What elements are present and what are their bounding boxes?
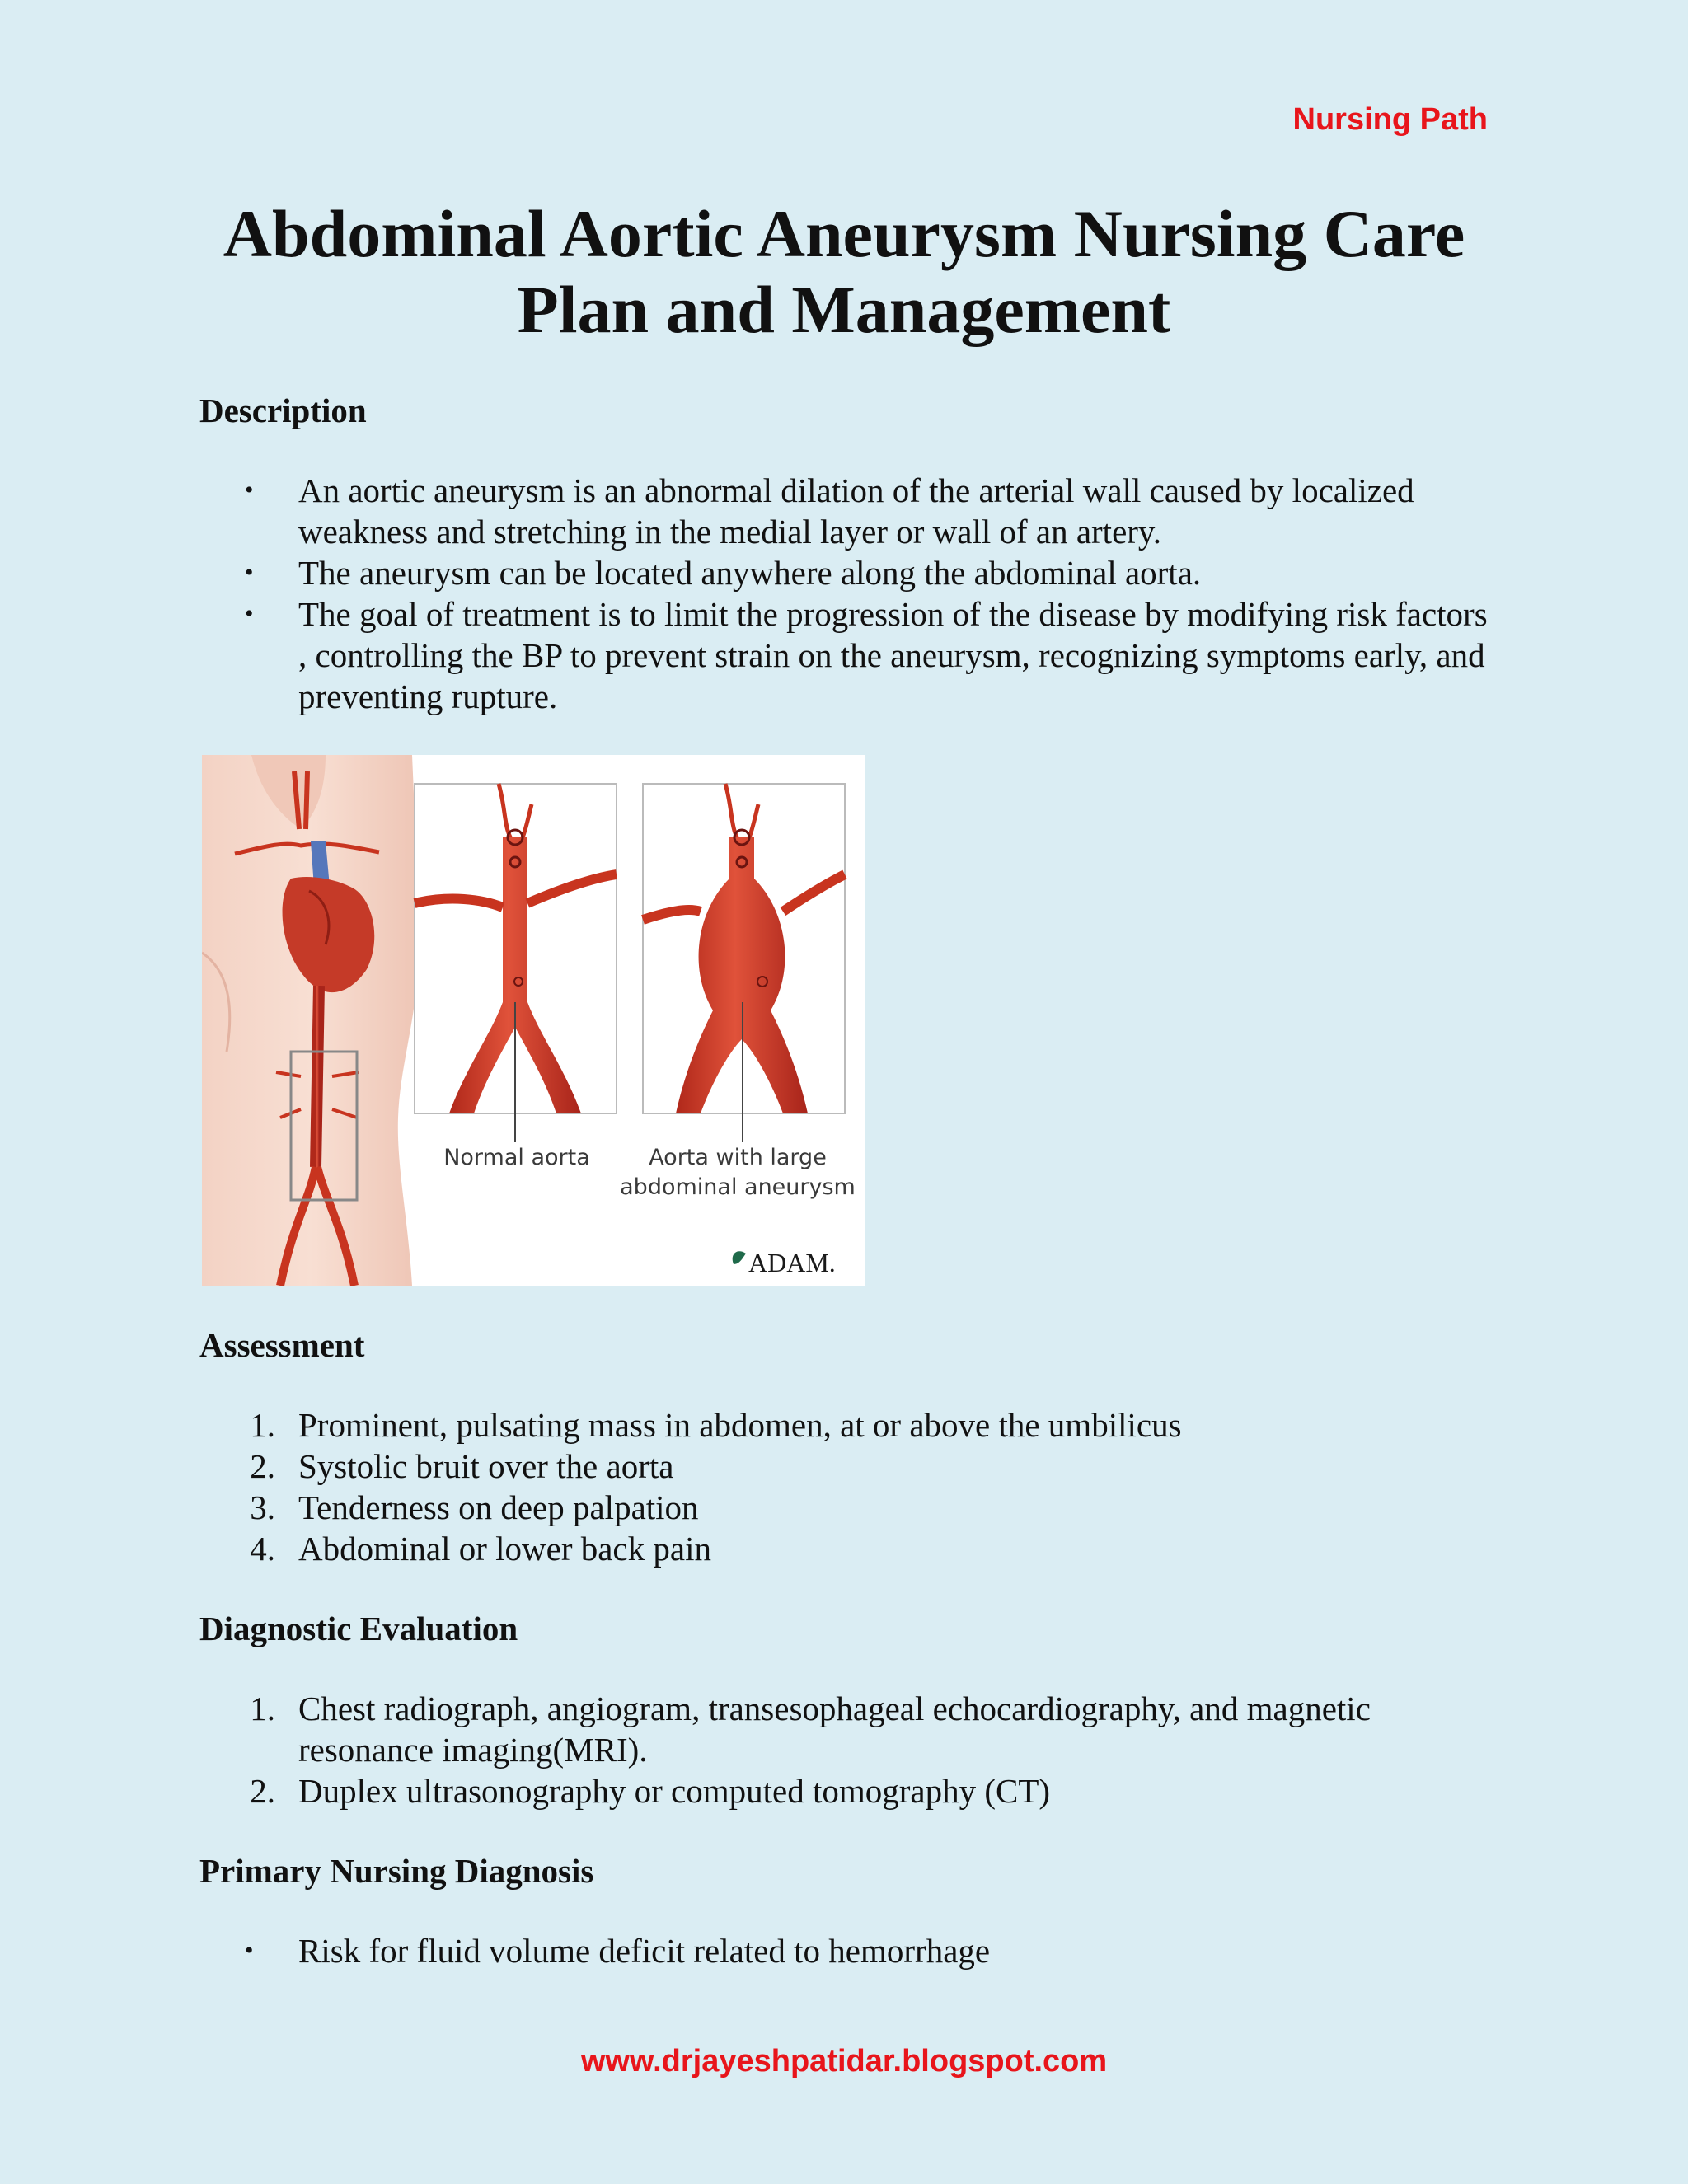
list-item bbox=[199, 470, 1502, 552]
aneurysm-aorta-panel bbox=[643, 784, 845, 1142]
caption-aneurysm-line2: abdominal aneurysm bbox=[620, 1174, 856, 1200]
list-item-text: The goal of treatment is to limit the progression of the disease by modifying risk factors , controlling the BP to prevent strain on the aneurysm, recognizing symptoms early, and preventing rupture. bbox=[298, 595, 1488, 715]
adam-logo-text: ADAM. bbox=[748, 1248, 836, 1277]
adam-logo bbox=[733, 1248, 836, 1277]
number-marker: 1. bbox=[250, 1690, 275, 1727]
bullet-marker: • bbox=[245, 600, 254, 627]
bullet-marker: • bbox=[245, 1937, 254, 1964]
bullet-marker: • bbox=[245, 476, 254, 504]
assessment-list bbox=[199, 1404, 1502, 1569]
description-list bbox=[199, 470, 1502, 717]
nursing-diagnosis-heading: Primary Nursing Diagnosis bbox=[199, 1852, 594, 1890]
list-item-text: Systolic bruit over the aorta bbox=[298, 1447, 674, 1485]
nursing-diagnosis-list bbox=[199, 1930, 1502, 1971]
list-item bbox=[199, 1446, 1502, 1487]
normal-aorta-panel bbox=[415, 784, 617, 1142]
aorta-illustration bbox=[202, 755, 865, 1286]
number-marker: 2. bbox=[250, 1772, 275, 1810]
list-item bbox=[199, 593, 1502, 717]
diagnostic-list bbox=[199, 1688, 1502, 1811]
list-item-text: An aortic aneurysm is an abnormal dilation of the arterial wall caused by localized weakness and stretching in the medial layer or wall of an artery. bbox=[298, 471, 1414, 551]
list-item bbox=[199, 1930, 1502, 1971]
assessment-heading: Assessment bbox=[199, 1326, 365, 1364]
list-item-text: Risk for fluid volume deficit related to hemorrhage bbox=[298, 1932, 991, 1970]
list-item bbox=[199, 552, 1502, 593]
list-item-text: Duplex ultrasonography or computed tomography (CT) bbox=[298, 1772, 1051, 1810]
list-item-text: The aneurysm can be located anywhere along the abdominal aorta. bbox=[298, 554, 1202, 592]
list-item bbox=[199, 1404, 1502, 1446]
number-marker: 3. bbox=[250, 1488, 275, 1526]
footer-url-link[interactable]: www.drjayeshpatidar.blogspot.com bbox=[580, 2044, 1108, 2079]
list-item-text: Abdominal or lower back pain bbox=[298, 1530, 711, 1568]
aorta-illustration-svg bbox=[202, 755, 865, 1286]
list-item-text: Tenderness on deep palpation bbox=[298, 1488, 699, 1526]
number-marker: 4. bbox=[250, 1530, 275, 1568]
caption-normal-aorta: Normal aorta bbox=[443, 1145, 590, 1170]
list-item-text: Prominent, pulsating mass in abdomen, at or above the umbilicus bbox=[298, 1406, 1182, 1444]
torso-figure bbox=[202, 755, 420, 1286]
header-label: Nursing Path bbox=[1292, 102, 1488, 137]
list-item bbox=[199, 1487, 1502, 1528]
bullet-marker: • bbox=[245, 559, 254, 586]
diagnostic-heading: Diagnostic Evaluation bbox=[199, 1610, 518, 1647]
page-title: Abdominal Aortic Aneurysm Nursing Care Plan and Management bbox=[223, 196, 1465, 347]
list-item bbox=[199, 1770, 1502, 1811]
list-item bbox=[199, 1688, 1502, 1770]
number-marker: 1. bbox=[250, 1406, 275, 1444]
list-item bbox=[199, 1528, 1502, 1569]
description-heading: Description bbox=[199, 391, 367, 429]
caption-aneurysm-line1: Aorta with large bbox=[649, 1145, 827, 1170]
number-marker: 2. bbox=[250, 1447, 275, 1485]
list-item-text: Chest radiograph, angiogram, transesophageal echocardiography, and magnetic resonance imaging(MRI). bbox=[298, 1690, 1371, 1769]
